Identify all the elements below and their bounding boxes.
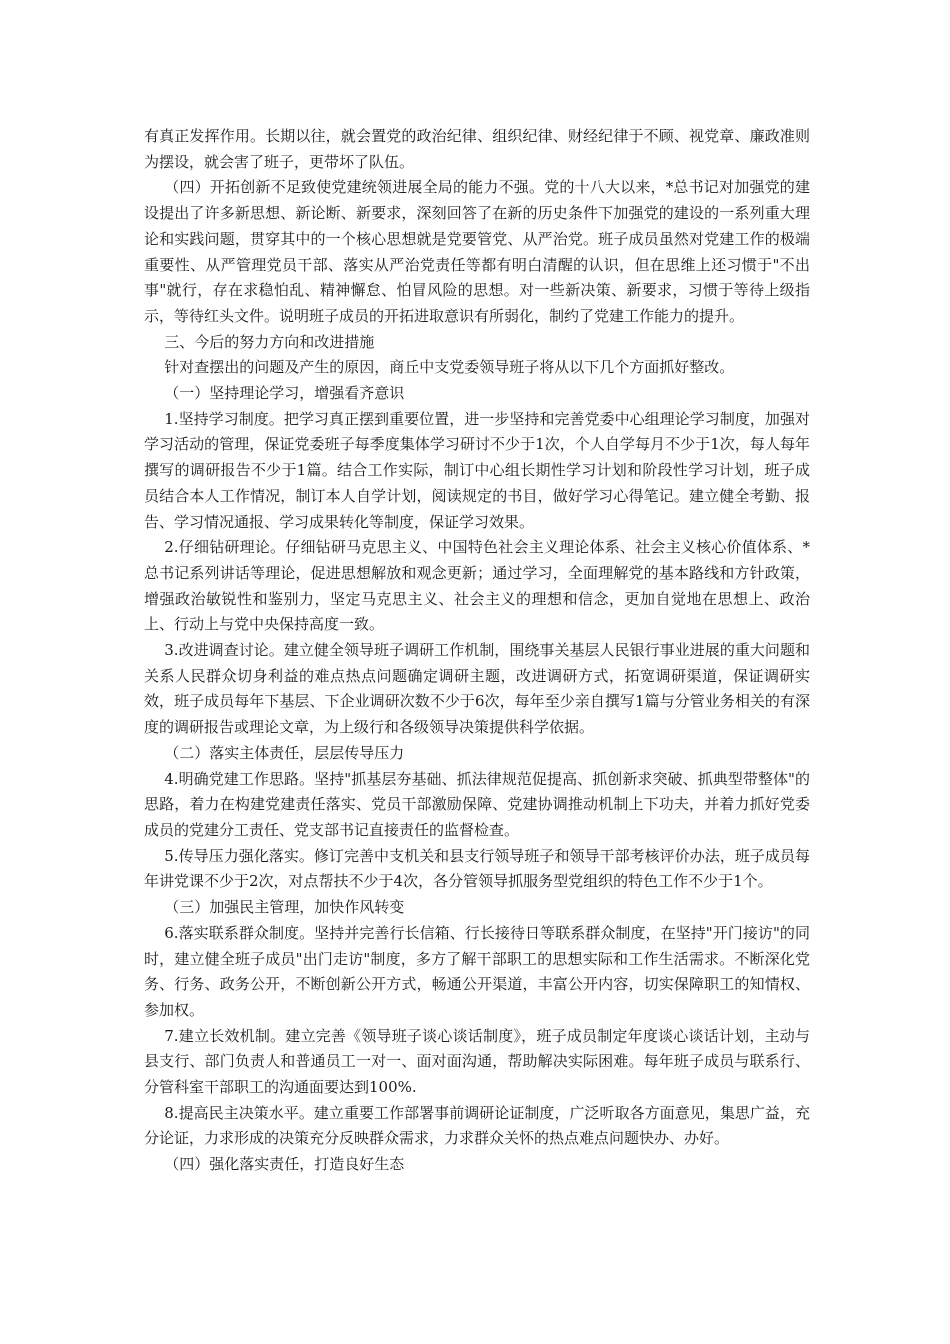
- paragraph: 2.仔细钻研理论。仔细钻研马克思主义、中国特色社会主义理论体系、社会主义核心价值体系、*总书记系列讲话等理论，促进思想解放和观念更新；通过学习，全面理解党的基本路线和方针政策，增强政治敏锐性和鉴别力，坚定马克思主义、社会主义的理想和信念，更加自觉地在思想上、政治上、行动上与党中央保持高度一致。: [144, 538, 810, 634]
- paragraph: 6.落实联系群众制度。坚持并完善行长信箱、行长接待日等联系群众制度，在坚持"开门接访"的同时，建立健全班子成员"出门走访"制度，多方了解干部职工的思想实际和工作生活需求。不断深化党务、行务、政务公开，不断创新公开方式，畅通公开渠道，丰富公开内容，切实保障职工的知情权、参加权。: [144, 923, 810, 1019]
- paragraph: 针对查摆出的问题及产生的原因，商丘中支党委领导班子将从以下几个方面抓好整改。: [164, 358, 735, 377]
- document-body: [144, 124, 810, 1178]
- paragraph: 有真正发挥作用。长期以往，就会置党的政治纪律、组织纪律、财经纪律于不顾、视党章、廉政准则为摆设，就会害了班子，更带坏了队伍。: [144, 127, 810, 171]
- subsection-heading: （三）加强民主管理，加快作风转变: [164, 898, 405, 917]
- paragraph: 8.提高民主决策水平。建立重要工作部署事前调研论证制度，广泛听取各方面意见，集思广益，充分论证，力求形成的决策充分反映群众需求，力求群众关怀的热点难点问题快办、办好。: [144, 1103, 810, 1148]
- paragraph: 4.明确党建工作思路。坚持"抓基层夯基础、抓法律规范促提高、抓创新求突破、抓典型带整体"的思路，着力在构建党建责任落实、党员干部激励保障、党建协调推动机制上下功夫，并着力抓好党委成员的党建分工责任、党支部书记直接责任的监督检查。: [144, 769, 810, 839]
- subsection-heading: （四）强化落实责任，打造良好生态: [164, 1155, 405, 1174]
- paragraph: 1.坚持学习制度。把学习真正摆到重要位置，进一步坚持和完善党委中心组理论学习制度，加强对学习活动的管理，保证党委班子每季度集体学习研讨不少于1次，个人自学每月不少于1次，每人每年撰写的调研报告不少于1篇。结合工作实际，制订中心组长期性学习计划和阶段性学习计划，班子成员结合本人工作情况，制订本人自学计划，阅读规定的书目，做好学习心得笔记。建立健全考勤、报告、学习情况通报、学习成果转化等制度，保证学习效果。: [144, 409, 810, 531]
- paragraph: 7.建立长效机制。建立完善《领导班子谈心谈话制度》，班子成员制定年度谈心谈话计划，主动与县支行、部门负责人和普通员工一对一、面对面沟通，帮助解决实际困难。每年班子成员与联系行、分管科室干部职工的沟通面要达到100%.: [144, 1026, 810, 1097]
- subsection-heading: （二）落实主体责任，层层传导压力: [164, 743, 405, 762]
- subsection-heading: （一）坚持理论学习，增强看齐意识: [164, 384, 405, 403]
- section-heading: 三、今后的努力方向和改进措施: [164, 332, 375, 351]
- paragraph: 3.改进调查讨论。建立健全领导班子调研工作机制，围绕事关基层人民银行事业进展的重大问题和关系人民群众切身利益的难点热点问题确定调研主题，改进调研方式，拓宽调研渠道，保证调研实效，班子成员每年下基层、下企业调研次数不少于6次，每年至少亲自撰写1篇与分管业务相关的有深度的调研报告或理论文章，为上级行和各级领导决策提供科学依据。: [144, 641, 810, 737]
- paragraph: 5.传导压力强化落实。修订完善中支机关和县支行领导班子和领导干部考核评价办法，班子成员每年讲党课不少于2次，对点帮扶不少于4次，各分管领导抓服务型党组织的特色工作不少于1个。: [144, 846, 810, 891]
- paragraph: （四）开拓创新不足致使党建统领进展全局的能力不强。党的十八大以来，*总书记对加强党的建设提出了许多新思想、新论断、新要求，深刻回答了在新的历史条件下加强党的建设的一系列重大理论和实践问题，贯穿其中的一个核心思想就是党要管党、从严治党。班子成员虽然对党建工作的极端重要性、从严管理党员干部、落实从严治党责任等都有明白清醒的认识，但在思维上还习惯于"不出事"就行，存在求稳怕乱、精神懈怠、怕冒风险的思想。对一些新决策、新要求，习惯于等待上级指示，等待红头文件。说明班子成员的开拓进取意识有所弱化，制约了党建工作能力的提升。: [144, 178, 810, 325]
